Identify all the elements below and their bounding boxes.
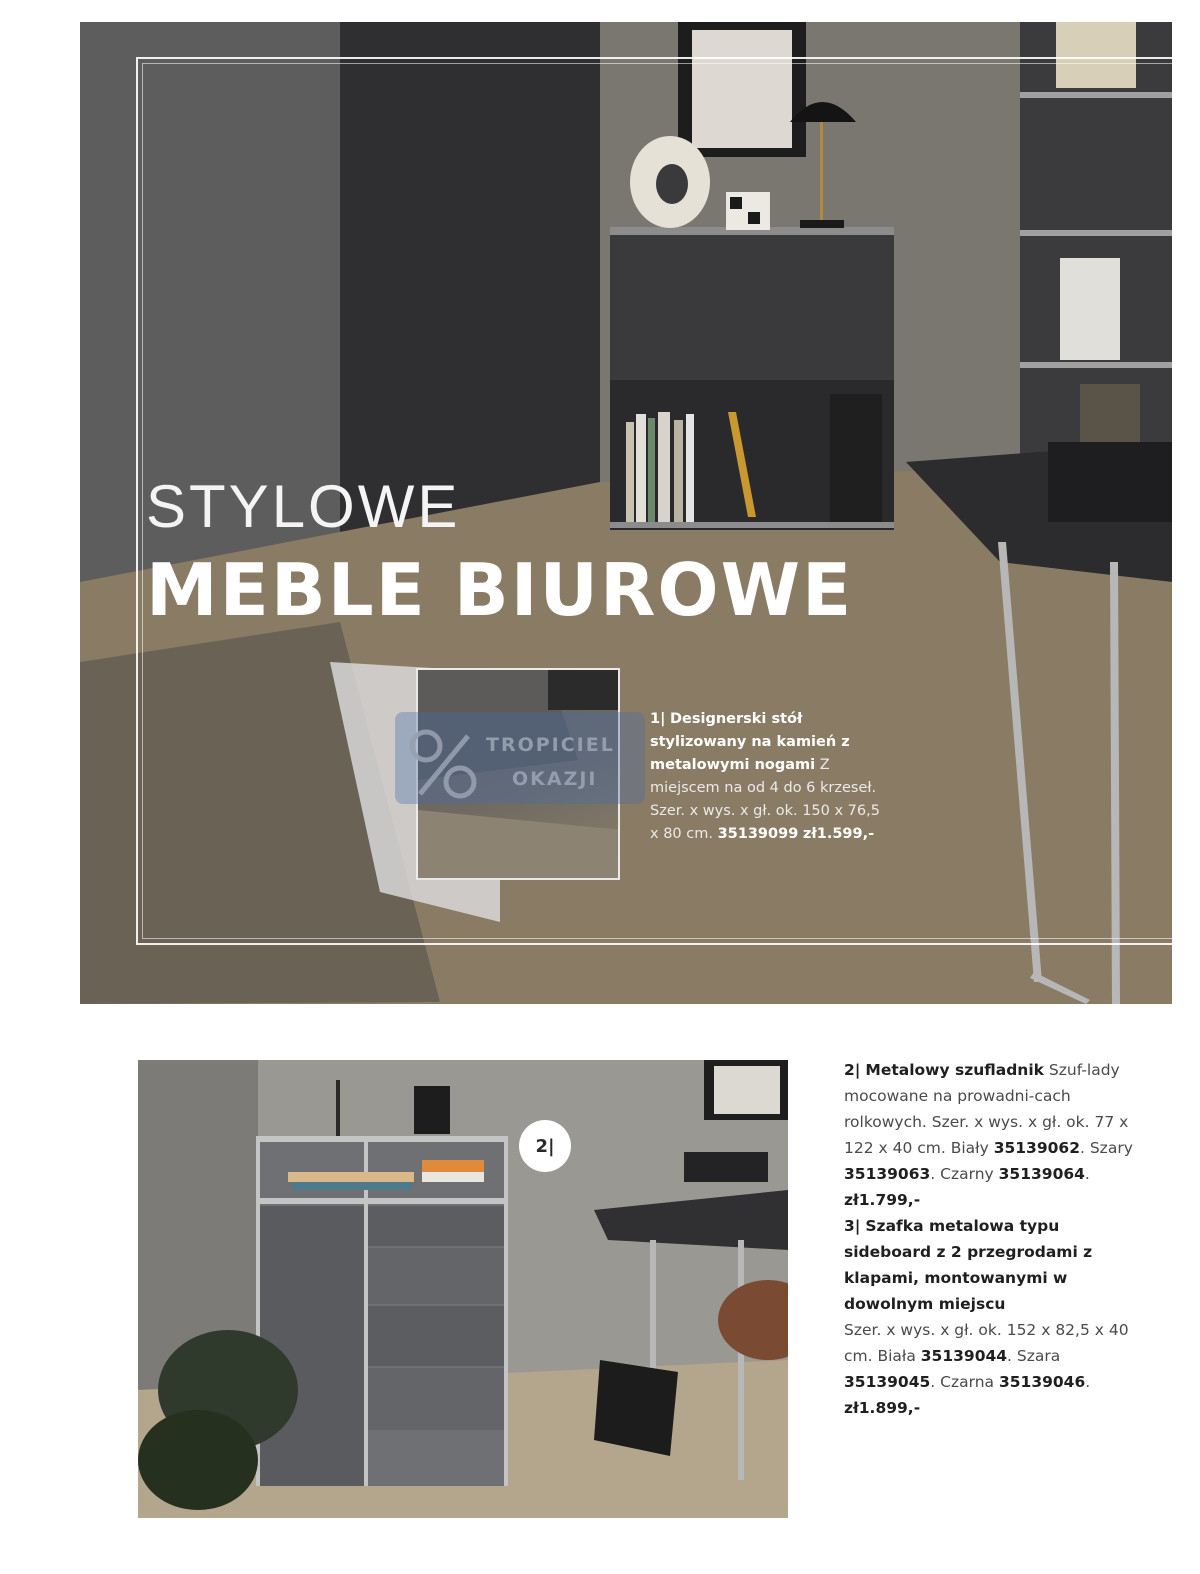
product3-code-grey: 35139045 xyxy=(844,1373,931,1391)
product2-price: zł1.799,- xyxy=(844,1191,921,1209)
product1-number: 1| xyxy=(650,711,666,727)
product3-code-white: 35139044 xyxy=(920,1347,1008,1365)
watermark-text xyxy=(486,728,654,796)
product2-black-label: Czarny xyxy=(940,1165,994,1183)
product2-grey-label: Szary xyxy=(1089,1139,1133,1157)
product2-name: Metalowy szufladnik xyxy=(865,1061,1044,1079)
product2-number: 2| xyxy=(844,1061,861,1079)
drawer-unit-illustration xyxy=(138,1060,788,1518)
product3-price: zł1.899,- xyxy=(844,1399,921,1417)
product3-code-black: 35139046 xyxy=(998,1373,1086,1391)
product2-code-black: 35139064 xyxy=(998,1165,1085,1183)
product3-number: 3| xyxy=(844,1217,861,1235)
percent-icon xyxy=(404,722,484,806)
product1-name: Designerski stół stylizowany na kamień z metalowymi nogami xyxy=(650,711,850,773)
product2-badge: 2| xyxy=(519,1120,571,1172)
product1-code: 35139099 xyxy=(717,826,799,842)
product-descriptions xyxy=(844,1057,1144,1421)
product3-black-label: Czarna xyxy=(940,1373,995,1391)
product2-description: 2| Metalowy szufladnik Szuf-lady mocowane na prowadni-cach rolkowych. Szer. x wys. x gł. ok. 77 x 122 x 40 cm. Biały 35139062. Szary 35139063. Czarny 35139064. zł1.799,- xyxy=(844,1061,1133,1209)
product3-description: 3| Szafka metalowa typu sideboard z 2 przegrodami z klapami, montowanymi w dowolnym miejscu Szer. x wys. x gł. ok. 152 x 82,5 x 40 cm. Biała 35139044. Szara 35139045. Czarna 35139046. zł1.899,- xyxy=(844,1217,1129,1417)
product1-details: Z miejscem na od 4 do 6 krzeseł. Szer. x wys. x gł. ok. 150 x 76,5 x 80 cm. xyxy=(650,757,880,842)
watermark-line1: TROPICIEL xyxy=(486,734,615,756)
drawer-unit-photo xyxy=(138,1060,788,1518)
watermark-line2: OKAZJI xyxy=(512,768,598,790)
product2-code-grey: 35139063 xyxy=(844,1165,931,1183)
product2-code-white: 35139062 xyxy=(993,1139,1080,1157)
product1-caption xyxy=(650,708,890,846)
hero-title-line2: MEBLE BIUROWE xyxy=(146,548,854,632)
product1-price: zł1.599,- xyxy=(802,826,875,842)
hero-title-line1: STYLOWE xyxy=(146,473,461,540)
product3-name: Szafka metalowa typu sideboard z 2 przegrodami z klapami, montowanymi w dowolnym miejscu xyxy=(844,1217,1093,1313)
product3-grey-label: Szara xyxy=(1016,1347,1061,1365)
product2-details: Szuf-lady mocowane na prowadni-cach rolkowych. Szer. x wys. x gł. ok. 77 x 122 x 40 cm. Biały xyxy=(844,1061,1129,1157)
product3-details: Szer. x wys. x gł. ok. 152 x 82,5 x 40 cm. Biała xyxy=(844,1321,1129,1365)
